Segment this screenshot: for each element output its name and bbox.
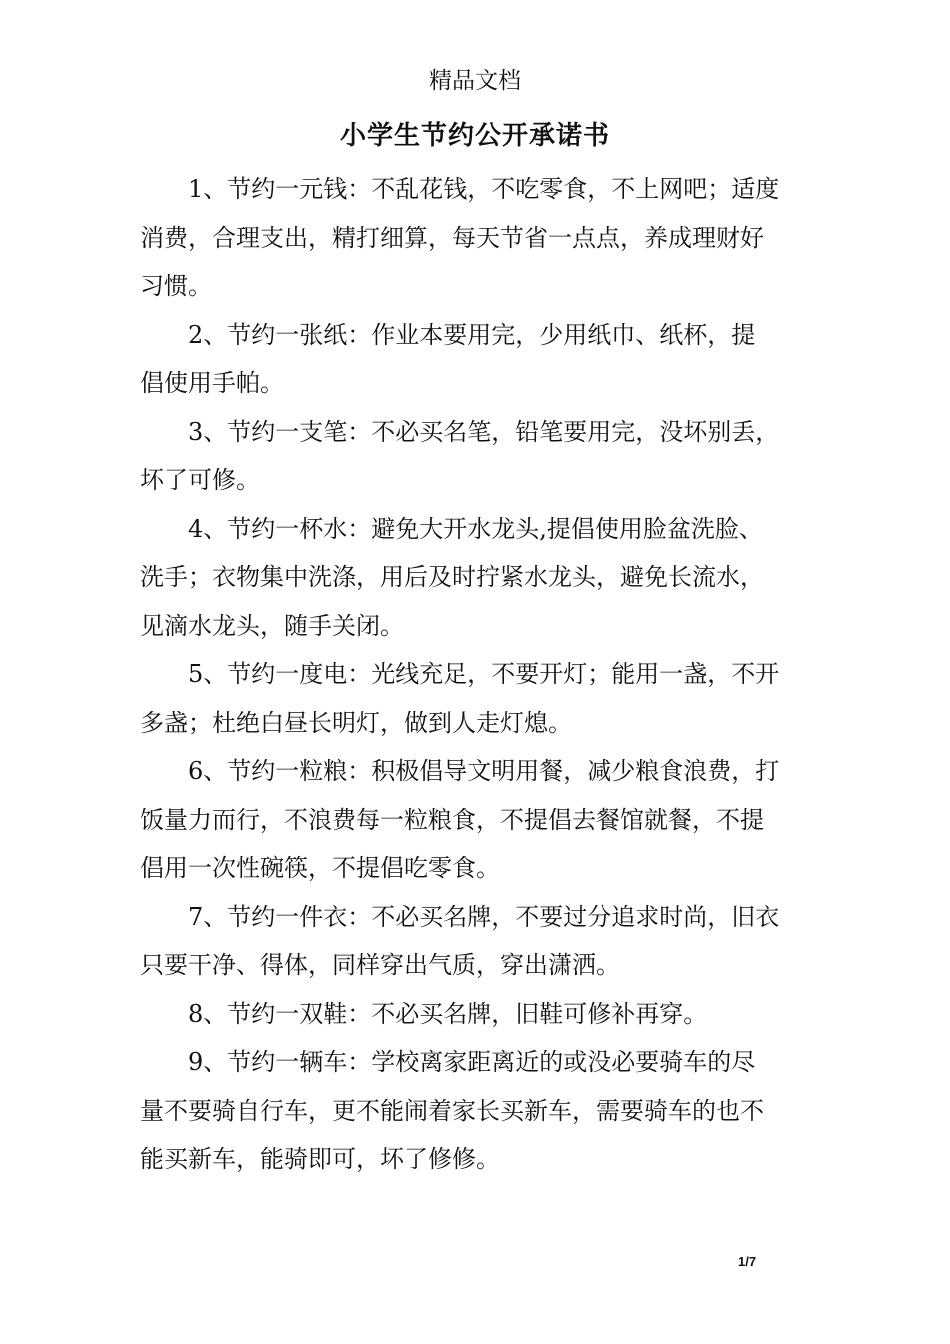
line: 7、节约一件衣：不必买名牌，不要过分追求时尚，旧衣: [188, 902, 780, 931]
pledge-item-8: [140, 990, 830, 1039]
document-header: 精品文档: [429, 68, 521, 94]
line: 消费，合理支出，精打细算，每天节省一点点，养成理财好: [140, 223, 764, 252]
pledge-item-2: [140, 311, 830, 408]
pledge-item-1: [140, 165, 830, 311]
line: 5、节约一度电：光线充足，不要开灯；能用一盏，不开: [188, 660, 780, 688]
line: 3、节约一支笔：不必买名笔，铅笔要用完，没坏别丢，: [188, 417, 780, 446]
pledge-item-4: [140, 505, 830, 651]
line: 量不要骑自行车，更不能闹着家长买新车，需要骑车的也不: [140, 1096, 764, 1125]
line: 见滴水龙头，随手关闭。: [140, 611, 404, 640]
line: 倡用一次性碗筷，不提倡吃零食。: [140, 854, 500, 882]
pledge-item-7: [140, 893, 830, 990]
line: 坏了可修。: [140, 466, 260, 494]
line: 习惯。: [140, 272, 212, 300]
pledge-item-5: [140, 650, 830, 747]
line: 饭量力而行，不浪费每一粒粮食，不提倡去餐馆就餐，不提: [140, 805, 764, 834]
document-title: 小学生节约公开承诺书: [339, 121, 610, 151]
line: 倡使用手帕。: [140, 369, 284, 397]
page-number: 1/7: [738, 1254, 757, 1269]
line: 4、节约一杯水：避免大开水龙头,提倡使用脸盆洗脸、: [188, 514, 763, 543]
line: 能买新车，能骑即可，坏了修修。: [140, 1145, 500, 1173]
line: 多盏；杜绝白昼长明灯，做到人走灯熄。: [140, 708, 572, 737]
line: 8、节约一双鞋：不必买名牌，旧鞋可修补再穿。: [188, 999, 708, 1028]
pledge-item-6: [140, 747, 830, 893]
line: 9、节约一辆车：学校离家距离近的或没必要骑车的尽: [188, 1048, 756, 1076]
line: 2、节约一张纸：作业本要用完，少用纸巾、纸杯，提: [188, 320, 756, 349]
document-body: [140, 165, 830, 1184]
line: 6、节约一粒粮：积极倡导文明用餐，减少粮食浪费，打: [188, 757, 780, 785]
pledge-item-9: [140, 1038, 830, 1184]
line: 1、节约一元钱：不乱花钱，不吃零食，不上网吧；适度: [188, 175, 780, 203]
line: 洗手；衣物集中洗涤，用后及时拧紧水龙头，避免长流水，: [140, 563, 764, 591]
line: 只要干净、得体，同样穿出气质，穿出潇洒。: [140, 951, 620, 979]
pledge-item-3: [140, 408, 830, 505]
